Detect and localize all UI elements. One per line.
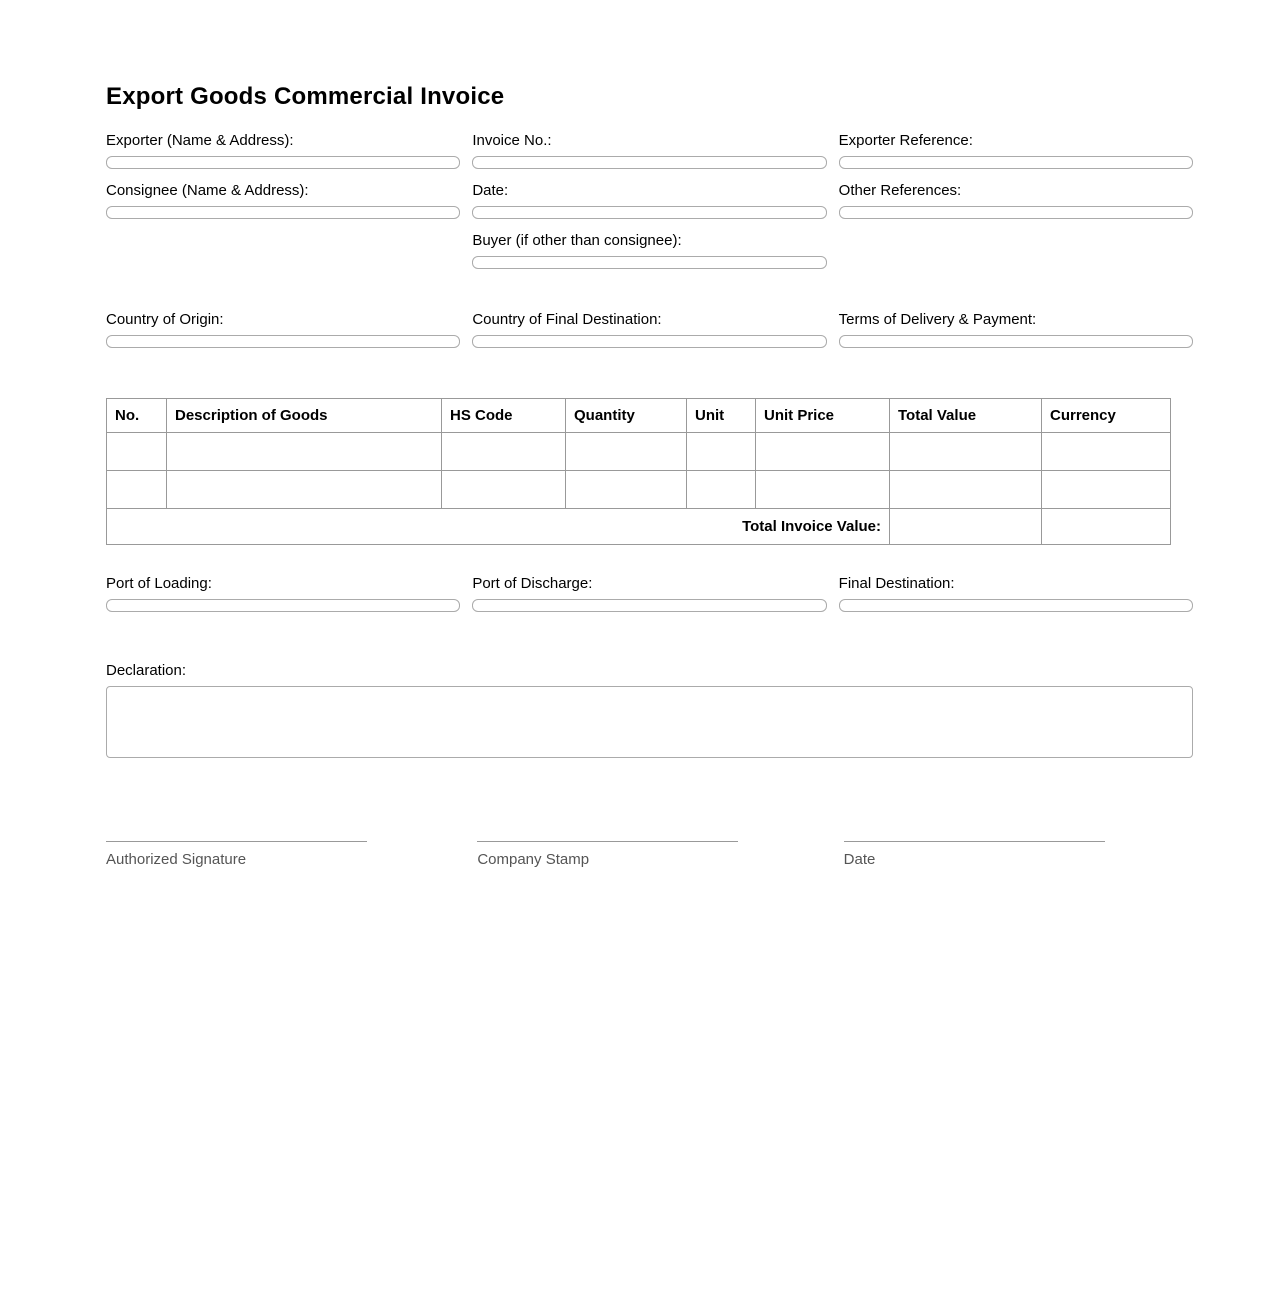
goods-table (106, 398, 1171, 545)
goods-table-cell (566, 471, 687, 509)
final-destination-label: Final Destination: (838, 575, 955, 592)
terms-of-delivery-payment-input[interactable] (839, 335, 1193, 348)
page-title: Export Goods Commercial Invoice (106, 83, 505, 110)
country-of-final-destination-input[interactable] (472, 335, 826, 348)
goods-column-header: Total Value (890, 399, 1042, 433)
field-port-of-loading (106, 575, 460, 612)
other-references-input[interactable] (839, 206, 1193, 219)
consignee-input[interactable] (106, 206, 460, 219)
field-exporter (106, 132, 460, 169)
goods-table-foot (107, 509, 1171, 545)
exporter-input[interactable] (106, 156, 460, 169)
goods-table-cell (107, 471, 167, 509)
buyer-input[interactable] (472, 256, 826, 269)
total-invoice-value-label: Total Invoice Value: (107, 509, 890, 545)
form-content (106, 83, 1193, 869)
country-of-final-destination-label: Country of Final Destination: (472, 311, 662, 328)
goods-column-header: HS Code (442, 399, 566, 433)
authorized-signature-label: Authorized Signature (106, 851, 247, 868)
declaration-textarea[interactable] (106, 686, 1193, 758)
field-country-of-origin (106, 311, 460, 348)
company-stamp-label: Company Stamp (477, 851, 590, 868)
goods-column-header: Currency (1042, 399, 1171, 433)
goods-table-cell (107, 433, 167, 471)
goods-column-header: Description of Goods (167, 399, 442, 433)
port-of-discharge-label: Port of Discharge: (472, 575, 593, 592)
goods-table-cell (566, 433, 687, 471)
goods-column-header: Quantity (566, 399, 687, 433)
date-input[interactable] (472, 206, 826, 219)
goods-table-cell (687, 433, 756, 471)
exporter-label: Exporter (Name & Address): (106, 132, 294, 149)
exporter-reference-label: Exporter Reference: (838, 132, 973, 149)
field-other-references (839, 182, 1193, 219)
consignee-label: Consignee (Name & Address): (106, 182, 309, 199)
goods-table-cell (442, 471, 566, 509)
company-stamp-block (472, 841, 826, 869)
field-date (472, 182, 826, 219)
goods-column-header: Unit Price (756, 399, 890, 433)
field-terms-of-delivery-payment (839, 311, 1193, 348)
other-references-label: Other References: (838, 182, 962, 199)
signature-date-label: Date (843, 851, 876, 868)
date-label: Date: (472, 182, 509, 199)
goods-table-cell (890, 433, 1042, 471)
declaration-label: Declaration: (106, 662, 187, 679)
goods-column-header: No. (107, 399, 167, 433)
field-invoice-no (472, 132, 826, 169)
goods-table-total-row (107, 509, 1171, 545)
signatures-section (106, 841, 1193, 869)
invoice-no-input[interactable] (472, 156, 826, 169)
exporter-reference-input[interactable] (839, 156, 1193, 169)
signature-date-line (844, 841, 1105, 842)
signature-date-block (839, 841, 1193, 869)
goods-table-head (107, 399, 1171, 433)
total-invoice-value-cell (890, 509, 1042, 545)
buyer-label: Buyer (if other than consignee): (472, 232, 682, 249)
authorized-signature-block (106, 841, 460, 869)
ports-fields-grid (106, 575, 1193, 612)
field-country-of-final-destination (472, 311, 826, 348)
final-destination-input[interactable] (839, 599, 1193, 612)
goods-table-body (107, 433, 1171, 509)
goods-column-header: Unit (687, 399, 756, 433)
declaration-section (106, 662, 1193, 758)
goods-table-cell (1042, 433, 1171, 471)
goods-table-cell (1042, 471, 1171, 509)
goods-table-cell (167, 433, 442, 471)
goods-table-row (107, 471, 1171, 509)
port-of-loading-label: Port of Loading: (106, 575, 212, 592)
goods-table-header-row (107, 399, 1171, 433)
goods-table-cell (167, 471, 442, 509)
country-of-origin-label: Country of Origin: (106, 311, 224, 328)
goods-table-cell (687, 471, 756, 509)
company-stamp-line (477, 841, 738, 842)
goods-table-cell (442, 433, 566, 471)
countries-fields-grid (106, 311, 1193, 348)
goods-table-row (107, 433, 1171, 471)
field-port-of-discharge (472, 575, 826, 612)
country-of-origin-input[interactable] (106, 335, 460, 348)
field-exporter-reference (839, 132, 1193, 169)
field-buyer (472, 232, 826, 269)
authorized-signature-line (106, 841, 367, 842)
goods-table-cell (756, 471, 890, 509)
total-invoice-currency-cell (1042, 509, 1171, 545)
invoice-no-label: Invoice No.: (472, 132, 552, 149)
port-of-loading-input[interactable] (106, 599, 460, 612)
field-consignee (106, 182, 460, 219)
header-fields-grid (106, 132, 1193, 269)
field-final-destination (839, 575, 1193, 612)
goods-table-cell (756, 433, 890, 471)
port-of-discharge-input[interactable] (472, 599, 826, 612)
goods-table-cell (890, 471, 1042, 509)
terms-of-delivery-payment-label: Terms of Delivery & Payment: (838, 311, 1037, 328)
